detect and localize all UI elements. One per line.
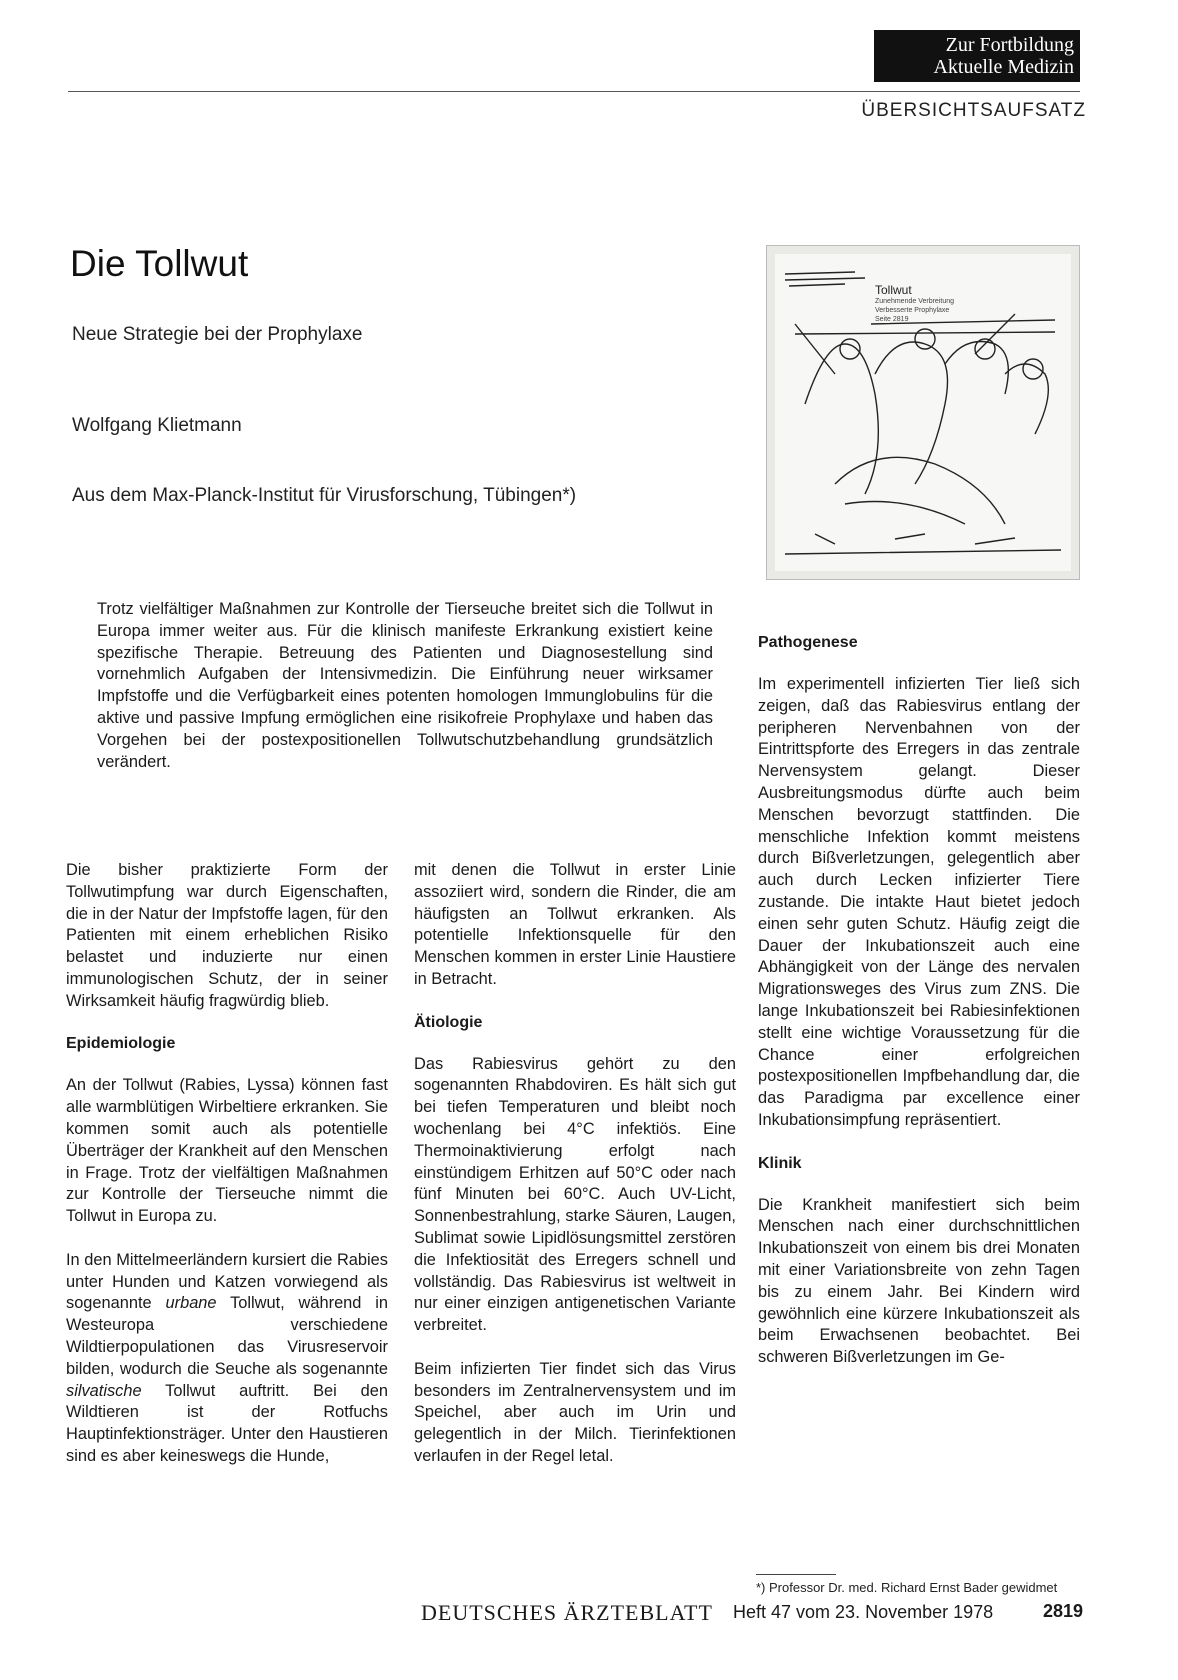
paragraph: Im experimentell infizierten Tier ließ sich zeigen, daß das Rabiesvirus entlang der peripheren Nervenbahnen von der Eintrittspforte des Erregers in das zentrale Nervensystem gelangt. Dieser Ausbreitungsmodus dürfte auch beim Menschen bevorzugt stattfinden. Die menschliche Infektion kommt meistens durch Bißverletzungen, gelegentlich aber auch durch Lecken infizierter Tiere zustande. Die intakte Haut bietet jedoch einen sehr guten Schutz. Häufig zeigt die Dauer der Inkubationszeit auch eine Abhängigkeit von der Länge des nervalen Migrationsweges des Virus zum ZNS. Die lange Inkubationszeit bei Rabiesinfektionen stellt eine wichtige Voraussetzung für die Chance einer erfolgreichen postexpositionellen Impfbehandlung dar, die das Paradigma par excellence einer Inkubationsimpfung repräsentiert. <box>758 675 1080 1129</box>
paragraph: Die Krankheit manifestiert sich beim Menschen nach einer durchschnittlichen Inkubationszeit von einem bis drei Monaten mit einer Variationsbreite von zehn Tagen bis zu einem Jahr. Bei Kindern wird gewöhnlich eine kürzere Inkubationszeit als beim Erwachsenen beobachtet. Bei schweren Bißverletzungen im Ge- <box>758 1195 1080 1367</box>
heading-epidemiologie: Epidemiologie <box>66 1035 176 1053</box>
article-subtitle: Neue Strategie bei der Prophylaxe <box>72 324 363 345</box>
article-affiliation: Aus dem Max-Planck-Institut für Virusforschung, Tübingen*) <box>72 485 577 506</box>
column-3 <box>758 633 1080 1391</box>
article-author: Wolfgang Klietmann <box>72 415 242 436</box>
badge-line-1: Zur Fortbildung <box>945 34 1074 56</box>
paragraph: An der Tollwut (Rabies, Lyssa) können fast alle warmblütigen Wirbeltiere erkranken. Sie kommen somit auch als potentielle Überträger der Krankheit auf den Menschen in Frage. Trotz der vielfältigen Maßnahmen zur Kontrolle der Tierseuche nimmt die Tollwut in Europa zu. <box>66 1076 388 1226</box>
text-run: Tollwut, während in Westeuropa verschiedene Wildtierpopulationen das Virusreservoir bilden, wodurch die Seuche als sogenannte <box>66 1294 388 1378</box>
paragraph: Die bisher praktizierte Form der Tollwutimpfung war durch Eigenschaften, die in der Natur der Impfstoffe lagen, für den Patienten mit einem erheblichen Risiko belastet und induzierte nur einen immunologischen Schutz, der in seiner Wirksamkeit häufig fragwürdig blieb. <box>66 861 388 1010</box>
footer-issue: Heft 47 vom 23. November 1978 <box>733 1602 994 1622</box>
column-1 <box>66 860 388 1490</box>
heading-pathogenese: Pathogenese <box>758 634 858 651</box>
paragraph <box>66 1250 388 1468</box>
text-run: In den Mittelmeerländern kursiert die Rabies unter Hunden und Katzen vorwiegend als sogenannte <box>66 1250 388 1313</box>
abstract: Trotz vielfältiger Maßnahmen zur Kontrolle der Tierseuche breitet sich die Tollwut in Europa immer weiter aus. Für die klinisch manifeste Erkrankung existiert keine spezifische Therapie. Betreuung des Patienten und Diagnosestellung sind vornehmlich Aufgaben der Intensivmedizin. Die Einführung neuer wirksamer Impfstoffe und die Verfügbarkeit eines potenten homologen Immunglobulins für die aktive und passive Impfung ermöglichen eine risikofreie Prophylaxe und haben das Vorgehen bei der postexpositionellen Tollwutschutzbehandlung grundsätzlich verändert. <box>97 600 713 771</box>
cover-line-2: Verbesserte Prophylaxe <box>875 307 950 314</box>
emphasis-silvatische: silvatische <box>66 1381 142 1400</box>
paragraph: Beim infizierten Tier findet sich das Virus besonders im Zentralnervensystem und im Speichel, aber auch im Urin und gelegentlich in der Milch. Tierinfektionen verlaufen in der Regel letal. <box>414 1359 736 1465</box>
section-label: ÜBERSICHTSAUFSATZ <box>861 100 1086 121</box>
badge-line-2: Aktuelle Medizin <box>933 56 1074 78</box>
article-title: Die Tollwut <box>70 243 249 284</box>
footer-journal: DEUTSCHES ÄRZTEBLATT <box>421 1600 713 1625</box>
footnote: *) Professor Dr. med. Richard Ernst Bader gewidmet <box>756 1580 1058 1595</box>
section-badge <box>874 30 1080 82</box>
cover-title: Tollwut <box>875 283 912 297</box>
page-number: 2819 <box>1043 1601 1084 1621</box>
paragraph: Das Rabiesvirus gehört zu den sogenannten Rhabdoviren. Es hält sich gut bei tiefen Temperaturen und bleibt noch wochenlang bei 4°C infektiös. Eine Thermoinaktivierung erfolgt nach einstündigem Erhitzen auf 50°C oder nach fünf Minuten bei 60°C. Auch UV-Licht, Sonnenbestrahlung, starke Säuren, Laugen, Sublimat sowie Lipidlösungsmittel zerstören die Infektiosität des Erregers schnell und vollständig. Das Rabiesvirus ist weltweit in nur einer einzigen antigenetischen Variante verbreitet. <box>414 1054 736 1335</box>
heading-aetiologie: Ätiologie <box>414 1013 483 1031</box>
text-run: Tollwut auftritt. Bei den Wildtieren ist der Rotfuchs Hauptinfektionsträger. Unter den Haustieren sind es aber keineswegs die Hunde, <box>66 1381 388 1465</box>
header-rule <box>68 91 1080 92</box>
footnote-rule <box>756 1574 836 1575</box>
cover-image <box>766 245 1080 580</box>
paragraph: mit denen die Tollwut in erster Linie assoziiert wird, sondern die Rinder, die am häufigsten an Tollwut erkranken. Als potentielle Infektionsquelle für den Menschen kommen in erster Linie Haustiere in Betracht. <box>414 861 736 988</box>
cover-line-3: Seite 2819 <box>875 316 909 323</box>
heading-klinik: Klinik <box>758 1154 802 1172</box>
emphasis-urbane: urbane <box>165 1294 217 1313</box>
column-2 <box>414 860 736 1490</box>
cover-line-1: Zunehmende Verbreitung <box>875 298 954 305</box>
